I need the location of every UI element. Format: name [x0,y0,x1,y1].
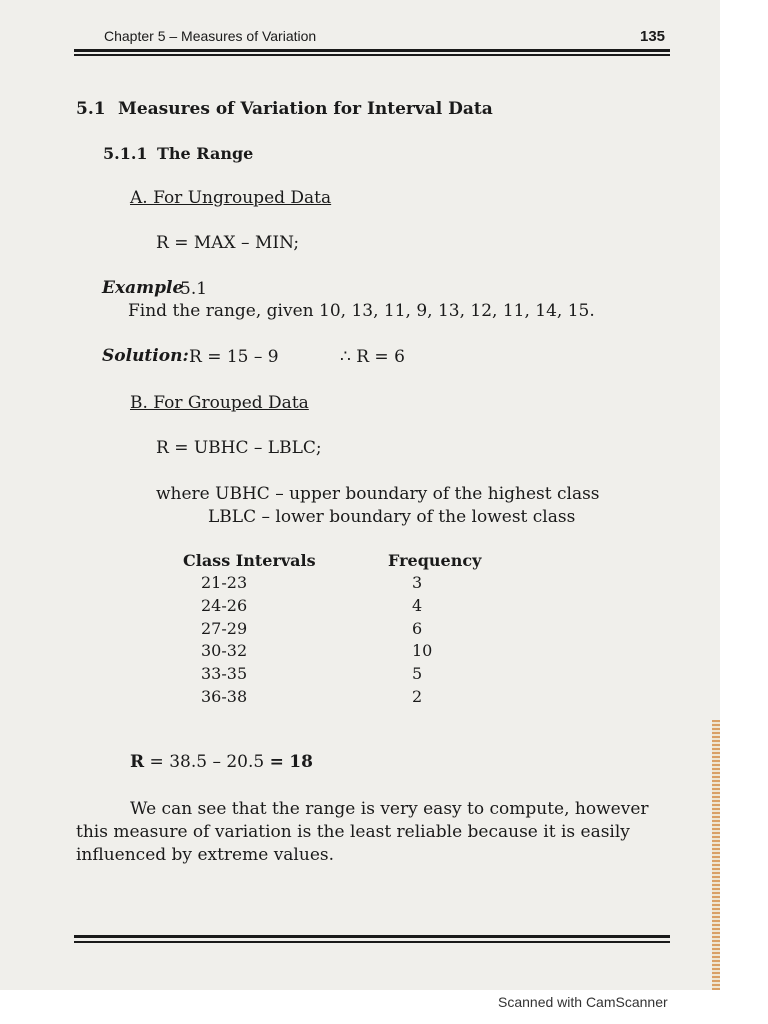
table-cell-class: 24-26 [201,596,248,615]
header-rule-thin [74,54,670,56]
footer-rule-thin [74,941,670,943]
grouped-formula: R = UBHC – LBLC; [156,438,322,458]
table-cell-class: 21-23 [201,573,248,592]
explanation-paragraph: We can see that the range is very easy to compute, however this measure of variation is the least reliable because it is easily influenced by extreme values. [76,799,649,865]
subsection-number: 5.1.1 [103,144,148,163]
table-cell-frequency: 10 [412,641,433,660]
section-title: Measures of Variation for Interval Data [118,99,493,119]
table-cell-class: 33-35 [201,664,248,683]
table-header-frequency: Frequency [388,551,482,570]
table-cell-class: 27-29 [201,619,248,638]
table-cell-class: 36-38 [201,687,248,706]
solution-work: R = 15 – 9 [189,347,279,367]
where-line-2: LBLC – lower boundary of the lowest class [208,507,576,527]
page-edge [712,720,720,990]
grouped-heading: B. For Grouped Data [130,393,309,413]
ungrouped-formula: R = MAX – MIN; [156,233,300,253]
camscanner-watermark: Scanned with CamScanner [498,994,668,1010]
table-cell-frequency: 5 [412,664,423,683]
range-result [130,752,313,772]
page-number: 135 [640,28,666,45]
result-expression: = 38.5 – 20.5 [144,752,270,772]
result-lhs: R [130,752,145,772]
result-equals: = [269,752,284,772]
chapter-header: Chapter 5 – Measures of Variation [104,28,317,44]
subsection-title: The Range [157,144,254,163]
result-value: 18 [289,752,313,772]
section-number: 5.1 [76,99,106,119]
table-cell-frequency: 4 [412,596,423,615]
footer-rule [74,935,670,938]
where-line-1: where UBHC – upper boundary of the highest class [156,484,600,504]
table-cell-frequency: 2 [412,687,423,706]
table-cell-class: 30-32 [201,641,248,660]
table-cell-frequency: 3 [412,573,423,592]
example-label: Example [102,278,184,298]
solution-label: Solution: [102,346,189,366]
ungrouped-heading: A. For Ungrouped Data [130,188,332,208]
table-cell-frequency: 6 [412,619,423,638]
example-problem: Find the range, given 10, 13, 11, 9, 13, 12, 11, 14, 15. [128,301,595,321]
header-rule [74,49,670,52]
solution-result: ∴ R = 6 [340,347,405,367]
example-number: 5.1 [180,279,208,299]
table-header-class-intervals: Class Intervals [183,551,316,570]
